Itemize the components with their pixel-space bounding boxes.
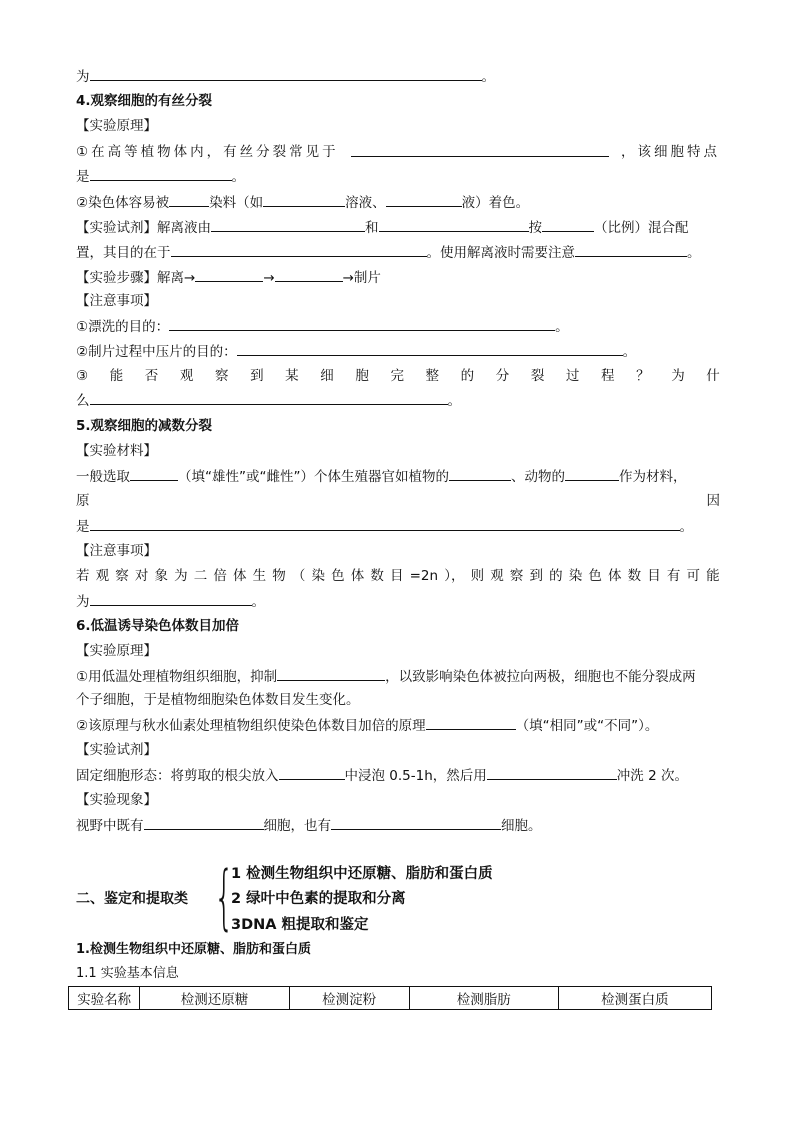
char: 体 [607,568,622,584]
blank[interactable] [565,466,619,481]
blank[interactable] [575,242,687,257]
label-zhuyi-2: 【注意事项】 [76,543,157,559]
char: 数 [627,568,642,584]
blank[interactable] [171,242,427,257]
char: 倍 [213,568,227,584]
text: 、动物的 [510,469,565,485]
text: 液）着色。 [461,195,530,211]
info-table [68,986,712,1010]
text: → [263,270,275,286]
text: 。 [251,594,265,610]
text: 。 [622,344,637,360]
line-n4 [76,390,461,410]
line-wei [76,66,495,86]
line-q5 [76,815,542,835]
line-n3 [76,366,720,386]
blank[interactable] [263,192,345,207]
char: 对 [134,568,149,584]
char: 象 [154,568,168,584]
char: 数 [370,568,384,584]
char: 二 [193,568,208,584]
char: 则 [470,568,485,584]
char: 的 [549,568,563,584]
text: 【实验试剂】解离液由 [76,220,211,236]
char: 能 [706,568,720,584]
char: 到 [529,568,543,584]
text: ②制片过程中压片的目的： [76,344,237,360]
text: 固定细胞形态：将剪取的根尖放入 [76,768,279,784]
char: 察 [214,368,229,384]
char: 为 [174,568,188,584]
char: 到 [250,368,264,384]
char: 目 [390,568,404,584]
blank[interactable] [130,466,178,481]
line-p3 [76,217,689,237]
text: 按 [528,220,542,236]
line-m2 [76,491,720,511]
outline-item: 3DNA 粗提取和鉴定 [231,917,369,933]
char: 裂 [530,368,545,384]
blank[interactable] [169,192,209,207]
text: 溶液、 [345,195,386,211]
section-title: 4.观察细胞的有丝分裂 [76,93,213,109]
line-q2: 个子细胞，于是植物细胞染色体数目发生变化。 [76,692,360,708]
char: 色 [588,568,602,584]
char: 观 [95,568,110,584]
blank[interactable] [275,267,343,282]
text: ，该细胞特点 [620,144,720,160]
char: 目 [647,568,661,584]
text: 是 [76,169,90,185]
blank[interactable] [449,466,511,481]
text: 么 [76,393,90,409]
text: 冲洗 2 次。 [616,768,688,784]
table-cell: 检测蛋白质 [558,987,711,1010]
line-m4 [76,566,720,586]
char: 的 [460,368,475,384]
line-n1 [76,316,569,336]
text: 细胞。 [501,818,542,834]
char: 胞 [355,368,369,384]
blank[interactable] [144,815,264,830]
blank[interactable] [195,267,263,282]
blank[interactable] [90,166,232,181]
blank[interactable] [90,390,448,405]
label-shiji: 【实验试剂】 [76,742,157,758]
char: 色 [331,568,345,584]
text: 中浸泡 0.5-1h，然后用 [344,768,487,784]
section-heading-2: 二、鉴定和提取类 [76,891,188,907]
text: 是 [76,519,90,535]
char: 物 [272,568,286,584]
char: 整 [425,368,440,384]
label-xianxiang: 【实验现象】 [76,792,157,808]
char: ？ [636,368,650,384]
text: 。 [481,69,495,85]
char: ）， [444,568,465,584]
text: ②该原理与秋水仙素处理植物组织使染色体数目加倍的原理 [76,718,426,734]
text: （比例）混合配 [594,220,689,236]
section-title: 6.低温诱导染色体数目加倍 [76,618,240,634]
char: 什 [706,368,720,384]
blank[interactable] [237,341,623,356]
char: 某 [285,368,299,384]
line-p5 [76,267,381,287]
text: 染料（如 [209,195,264,211]
sub-title-2: 1.1 实验基本信息 [76,966,179,981]
text: （填“相同”或“不同”）。 [515,718,659,734]
text: 。 [447,393,461,409]
text: 一般选取 [76,469,130,485]
sub-title: 1.检测生物组织中还原糖、脂肪和蛋白质 [76,942,311,957]
label-cailiao: 【实验材料】 [76,443,157,459]
line-q4 [76,765,688,785]
char: 察 [115,568,129,584]
blank[interactable] [279,765,345,780]
blank[interactable] [487,765,617,780]
char: 观 [179,368,194,384]
char: 完 [390,368,404,384]
char: 染 [568,568,583,584]
char: 察 [509,568,524,584]
char: 若 [76,568,90,584]
line-m1 [76,466,686,486]
blank[interactable] [542,217,594,232]
blank[interactable] [90,591,252,606]
text: 为 [76,69,90,85]
char: 染 [311,568,325,584]
text: 为 [76,594,90,610]
line-n2 [76,341,636,361]
text: ，以致影响染色体被拉向两极，细胞也不能分裂成两 [385,669,696,685]
table-cell: 检测淀粉 [289,987,409,1010]
outline-item: 1 检测生物组织中还原糖、脂肪和蛋白质 [231,866,493,882]
text: ①用低温处理植物组织细胞，抑制 [76,669,278,685]
text: →制片 [342,270,381,286]
text: 细胞，也有 [263,818,331,834]
text: 。 [555,319,569,335]
char: 过 [565,368,580,384]
text: ①在高等植物体内，有丝分裂常见于 [76,144,339,160]
blank[interactable] [90,66,482,81]
brace-icon: { [214,856,235,938]
blank[interactable] [379,217,529,232]
section-title: 5.观察细胞的减数分裂 [76,418,213,434]
blank[interactable] [386,192,462,207]
line-q1 [76,666,696,686]
text: ①漂洗的目的： [76,319,170,335]
text: 【实验步骤】解离→ [76,270,196,286]
blank[interactable] [351,142,609,157]
char: 否 [144,368,159,384]
char: 生 [252,568,267,584]
char: 细 [320,368,334,384]
outline-item: 2 绿叶中色素的提取和分离 [231,891,406,907]
text: 作为材料， [618,469,687,485]
line-m3 [76,516,693,536]
label-zhuyi: 【注意事项】 [76,293,157,309]
line-p1 [76,142,720,162]
text: 置，其目的在于 [76,245,171,261]
char: 程 [601,368,615,384]
text: 原 [76,493,90,509]
text: 因 [706,493,720,509]
text: 。使用解离液时需要注意 [426,245,575,261]
char: 为 [671,368,685,384]
blank[interactable] [90,516,680,531]
text: 视野中既有 [76,818,144,834]
char: 观 [490,568,504,584]
table-cell: 检测脂肪 [409,987,558,1010]
text: 和 [365,220,379,236]
blank[interactable] [277,666,385,681]
line-m5 [76,591,265,611]
blank[interactable] [169,316,555,331]
text: 。 [687,245,701,261]
char: =2n [409,568,439,584]
line-p1c [76,166,245,186]
blank[interactable] [331,815,501,830]
text: 。 [231,169,245,185]
line-p4 [76,242,701,262]
text: ②染色体容易被 [76,195,170,211]
blank[interactable] [426,715,516,730]
char: 有 [666,568,681,584]
char: 分 [495,368,510,384]
blank[interactable] [211,217,365,232]
line-q3 [76,715,658,735]
label-yuanli: 【实验原理】 [76,118,157,134]
char: 体 [350,568,365,584]
label-yuanli-2: 【实验原理】 [76,643,157,659]
line-p2 [76,192,529,212]
table-cell: 检测还原糖 [140,987,289,1010]
text: （填“雄性”或“雌性”）个体生殖器官如植物的 [178,469,449,485]
char: 能 [109,368,124,384]
text: 。 [679,519,693,535]
char: ③ [76,368,89,384]
table-row [69,987,712,1010]
char: 体 [233,568,247,584]
char: 可 [686,568,700,584]
table-cell: 实验名称 [69,987,140,1010]
char: （ [291,568,306,584]
